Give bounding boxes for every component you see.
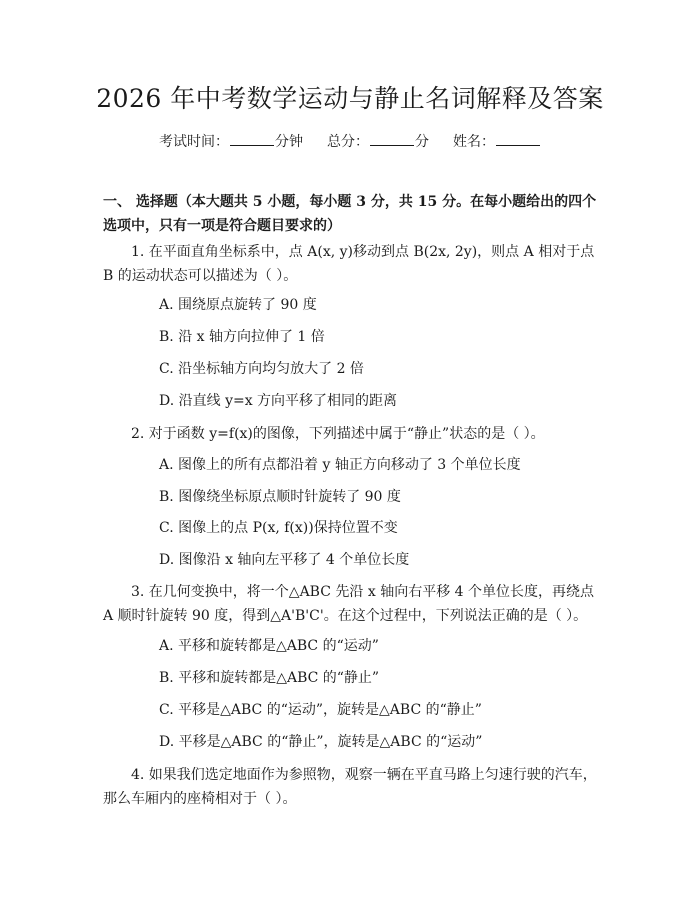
question-2-option-d: D. 图像沿 x 轴向左平移了 4 个单位长度 (159, 552, 410, 568)
question-3-option-b: B. 平移和旋转都是△ABC 的“静止” (159, 670, 380, 686)
section-heading-choice: 一、 选择题（本大题共 5 小题，每小题 3 分，共 15 分。在每小题给出的四个选项中，只有一项是符合题目要求的） (103, 194, 597, 234)
question-1-option-a: A. 围绕原点旋转了 90 度 (159, 297, 317, 313)
question-1-stem: 1. 在平面直角坐标系中，点 A(x, y)移动到点 B(2x, 2y)，则点 A 相对于点 B 的运动状态可以描述为（ ）。 (103, 244, 595, 284)
name-blank (496, 133, 540, 146)
question-3-option-c: C. 平移是△ABC 的“运动”，旋转是△ABC 的“静止” (159, 702, 482, 718)
question-1-option-b: B. 沿 x 轴方向拉伸了 1 倍 (159, 329, 325, 345)
question-2-option-b: B. 图像绕坐标原点顺时针旋转了 90 度 (159, 489, 401, 505)
time-unit: 分钟 (275, 134, 303, 150)
exam-meta (0, 132, 700, 152)
question-2-option-a: A. 图像上的所有点都沿着 y 轴正方向移动了 3 个单位长度 (159, 457, 521, 473)
question-2-stem: 2. 对于函数 y=f(x)的图像，下列描述中属于“静止”状态的是（ ）。 (131, 426, 545, 442)
question-3-option-a: A. 平移和旋转都是△ABC 的“运动” (159, 638, 379, 654)
page-title: 2026 年中考数学运动与静止名词解释及答案 (96, 84, 604, 113)
time-blank (230, 133, 274, 146)
score-blank (370, 133, 414, 146)
question-3-option-d: D. 平移是△ABC 的“静止”，旋转是△ABC 的“运动” (159, 734, 483, 750)
score-unit: 分 (415, 134, 429, 150)
question-2-option-c: C. 图像上的点 P(x, f(x))保持位置不变 (159, 520, 398, 536)
time-label: 考试时间： (159, 134, 229, 150)
question-3-stem: 3. 在几何变换中，将一个△ABC 先沿 x 轴向右平移 4 个单位长度，再绕点 A 顺时针旋转 90 度，得到△A'B'C'。在这个过程中，下列说法正确的是（ ）。 (103, 584, 594, 624)
question-1-option-d: D. 沿直线 y=x 方向平移了相同的距离 (159, 393, 398, 409)
name-label: 姓名： (453, 134, 495, 150)
question-4-stem: 4. 如果我们选定地面作为参照物，观察一辆在平直马路上匀速行驶的汽车，那么车厢内的座椅相对于（ ）。 (103, 767, 597, 807)
score-label: 总分： (327, 134, 369, 150)
question-1-option-c: C. 沿坐标轴方向均匀放大了 2 倍 (159, 361, 364, 377)
